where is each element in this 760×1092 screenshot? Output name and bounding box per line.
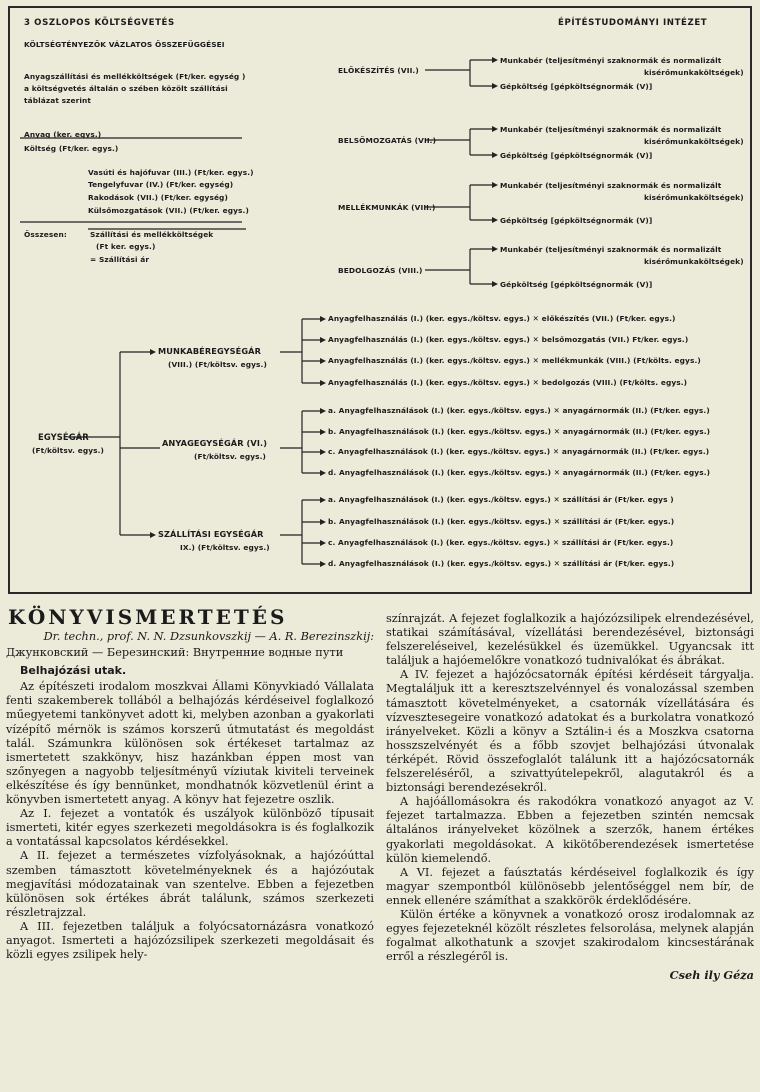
paragraph: A III. fejezetben találjuk a folyócsatornázásra vonatkozó anyagot. Ismerteti a hajózózsilipek szerkezeti megoldásait és közli egyes zsilipek hely-: [6, 919, 374, 962]
left-text-line: Anyag (ker. egys.): [24, 130, 102, 139]
institute-name: ÉPÍTÉSTUDOMÁNYI INTÉZET: [558, 18, 708, 28]
authors: Dr. techn., prof. N. N. Dzsunkovszkij — A. R. Berezinszkij:: [43, 630, 374, 643]
paragraph: A hajóállomásokra és rakodókra vonatkozó anyagot az V. fejezet tartalmazza. Ebben a fejezetben szintén nemcsak általános irányelveket közölnek a szerzők, hanem értékes gyakorlati megoldásokat. A kikötőberendezések ismertetése külön kiemelendő.: [386, 795, 754, 865]
paragraph: A VI. fejezet a faúsztatás kérdéseivel foglalkozik és így magyar szempontból különösebb jelentőséggel nem bír, de ennek ellenére számíthat a szakkörök érdeklődésére.: [386, 865, 754, 907]
paragraph: A II. fejezet a természetes vízfolyásoknak, a hajózóúttal szemben támasztott követelményeknek és a hajózóutak megjavítási módozatainak van szentelve. Ebben a fejezetben különösen sok értékes ábrát találunk, számos szerkezeti részletrajzzal.: [6, 849, 374, 919]
formula-item: Anyagfelhasználás (I.) (ker. egys./költsv. egys.) ✕ bedolgozás (VIII.) (Ft/költs. egys.): [328, 378, 688, 387]
root-unit: (Ft/költsv. egys.): [32, 446, 105, 455]
branch-unit: (VIII.) (Ft/költsv. egys.): [168, 360, 267, 369]
formula-item: a. Anyagfelhasználások (I.) (ker. egys./költsv. egys.) ✕ anyagárnormák (II.) (Ft/ker. egys.): [328, 406, 710, 415]
paragraph: Az I. fejezet a vontatók és uszályok különböző típusait ismerteti, kitér egyes szerkezeti megoldásokra is és foglalkozik a vontatással kapcsolatos kérdésekkel.: [6, 807, 374, 849]
branch-machine: Gépköltség [gépköltségnormák (V)]: [500, 82, 653, 91]
russian-title: Джунковский — Березинский: Внутренние водные пути: [6, 646, 344, 660]
branch-label: MUNKABÉREGYSÉGÁR: [158, 346, 261, 356]
left-text-line: Rakodások (VII.) (Ft/ker. egység): [88, 193, 228, 202]
branch-wage-cont: kisérőmunkaköltségek): [644, 68, 744, 77]
left-text-line: Külsőmozgatások (VII.) (Ft/ker. egys.): [88, 206, 249, 215]
branch-machine: Gépköltség [gépköltségnormák (V)]: [500, 151, 653, 160]
formula-item: c. Anyagfelhasználások (I.) (ker. egys./költsv. egys.) ✕ szállítási ár (Ft/ker. egys.): [328, 538, 674, 547]
paragraph: Külön értéke a könyvnek a vonatkozó orosz irodalomnak az egyes fejezeteknél közölt részletes felsorolása, melynek alapján fogalmat alkothatunk a szovjet szakirodalom kincsestárának erről a részlegéről is.: [386, 907, 754, 964]
branch-label: SZÁLLÍTÁSI EGYSÉGÁR: [158, 529, 264, 539]
group-label: ELŐKÉSZÍTÉS (VII.): [338, 66, 419, 75]
branch-label: ANYAGEGYSÉGÁR (VI.): [162, 438, 268, 448]
formula-item: a. Anyagfelhasználások (I.) (ker. egys./költsv. egys.) ✕ szállítási ár (Ft/ker. egys ): [328, 495, 674, 504]
left-text-line: táblázat szerint: [24, 96, 92, 105]
diagram-title: 3 OSZLOPOS KÖLTSÉGVETÉS: [24, 18, 175, 28]
formula-item: Anyagfelhasználás (I.) (ker. egys./költsv. egys.) ✕ belsőmozgatás (VII.) Ft/ker. egys.): [328, 335, 689, 344]
left-text-line: Anyagszállítási és mellékköltségek (Ft/ker. egység ): [24, 72, 246, 81]
branch-machine: Gépköltség [gépköltségnormák (V)]: [500, 216, 653, 225]
left-column: [6, 630, 374, 962]
paragraph: Az építészeti irodalom moszkvai Állami Könyvkiadó Vállalata fenti szakemberek tollából a belhajózás kérdéseivel foglalkozó műegyetemi tankönyvet adott ki, melyben azonban a gyakorlati vízépítő mérnök is számos korszerű útmutatást és megoldást talál. Számunkra különösen sok értékeset tartalmaz az ismertetett szakkönyv, hisz hazánkban éppen most van szőnyegen a nagyobb teljesítményű víziutak kiviteli terveinek elkészítése és így bennünket, mondhatnók közvetlenül érint a könyvben ismertetett anyag. A könyv hat fejezetre oszlik.: [6, 680, 374, 807]
root-label: EGYSÉGÁR: [38, 432, 89, 442]
left-text-line: Vasúti és hajófuvar (III.) (Ft/ker. egys.): [88, 168, 254, 177]
connector-lines: [10, 8, 754, 596]
section-heading: KÖNYVISMERTETÉS: [8, 605, 288, 629]
formula-item: c. Anyagfelhasználások (I.) (ker. egys./költsv. egys.) ✕ anyagárnormák (II.) (Ft/ker. egys.): [328, 447, 710, 456]
signature: Cseh ily Géza: [669, 968, 754, 983]
formula-item: b. Anyagfelhasználások (I.) (ker. egys./költsv. egys.) ✕ szállítási ár (Ft/ker. egys.): [328, 517, 675, 526]
branch-machine: Gépköltség [gépköltségnormák (V)]: [500, 280, 653, 289]
branch-unit: (Ft/költsv. egys.): [194, 452, 267, 461]
group-label: BEDOLGOZÁS (VIII.): [338, 266, 423, 275]
cost-diagram: [8, 6, 752, 594]
formula-item: d. Anyagfelhasználások (I.) (ker. egys./költsv. egys.) ✕ anyagárnormák (II.) (Ft/ker. egys.): [328, 468, 711, 477]
left-text-line: a költségvetés általán o szében közölt szállítási: [24, 84, 228, 93]
formula-item: Anyagfelhasználás (I.) (ker. egys./költsv. egys.) ✕ előkészítés (VII.) (Ft/ker. egys.): [328, 314, 676, 323]
left-text-line: = Szállítási ár: [90, 255, 150, 264]
formula-item: b. Anyagfelhasználások (I.) (ker. egys./költsv. egys.) ✕ anyagárnormák (II.) (Ft/ker. egys.): [328, 427, 711, 436]
branch-wage-cont: kisérőmunkaköltségek): [644, 137, 744, 146]
left-text-line: Költség (Ft/ker. egys.): [24, 144, 119, 153]
group-label: BELSŐMOZGATÁS (VII.): [338, 136, 437, 145]
branch-unit: IX.) (Ft/költsv. egys.): [180, 543, 270, 552]
book-title: Belhajózási utak.: [20, 664, 127, 678]
branch-wage: Munkabér (teljesítményi szaknormák és normalizált: [500, 245, 722, 254]
group-label: MELLÉKMUNKÁK (VIII.): [338, 203, 436, 212]
paragraph: A IV. fejezet a hajózócsatornák építési kérdéseit tárgyalja. Megtaláljuk itt a keresztszelvénnyel és vonalozással szemben támasztott követelményeket, a csatornák vízellátására és vízvesztesegeire vonatkozó adatokat és a burkolatra vonatkozó irányelveket. Közli a könyv a Sztálin-i és a Moszkva csatorna hosszszelvényét és a főbb szovjet belhajózási útvonalak térképét. Rövid összefoglalót találunk itt a hajózócsatornák felszereléséről, a szivattyútelepekről, alagutakról és a biztonsági berendezésekről.: [386, 668, 754, 795]
branch-wage-cont: kisérőmunkaköltségek): [644, 257, 744, 266]
branch-wage-cont: kisérőmunkaköltségek): [644, 193, 744, 202]
left-text-line: Összesen:: [24, 230, 67, 239]
formula-item: d. Anyagfelhasználások (I.) (ker. egys./költsv. egys.) ✕ szállítási ár (Ft/ker. egys.): [328, 559, 675, 568]
branch-wage: Munkabér (teljesítményi szaknormák és normalizált: [500, 125, 722, 134]
left-text-line: Szállítási és mellékköltségek: [90, 230, 214, 239]
branch-wage: Munkabér (teljesítményi szaknormák és normalizált: [500, 181, 722, 190]
left-text-line: Tengelyfuvar (IV.) (Ft/ker. egység): [88, 180, 234, 189]
paragraph: színrajzát. A fejezet foglalkozik a hajózózsilipek elrendezésével, statikai számításával, vízellátási berendezésével, biztonsági felszereléseivel, kezelésükkel és üzemükkel. Ugyancsak itt találjuk a hajóemelőkre vonatkozó tudnivalókat és ábrákat.: [386, 612, 754, 668]
branch-wage: Munkabér (teljesítményi szaknormák és normalizált: [500, 56, 722, 65]
right-column: [386, 612, 754, 982]
diagram-subtitle: KÖLTSÉGTÉNYEZŐK VÁZLATOS ÖSSZEFÜGGÉSEI: [24, 40, 225, 49]
left-text-line: (Ft ker. egys.): [96, 242, 156, 251]
formula-item: Anyagfelhasználás (I.) (ker. egys./költsv. egys.) ✕ mellékmunkák (VIII.) (Ft/költs. egys.): [328, 356, 701, 365]
